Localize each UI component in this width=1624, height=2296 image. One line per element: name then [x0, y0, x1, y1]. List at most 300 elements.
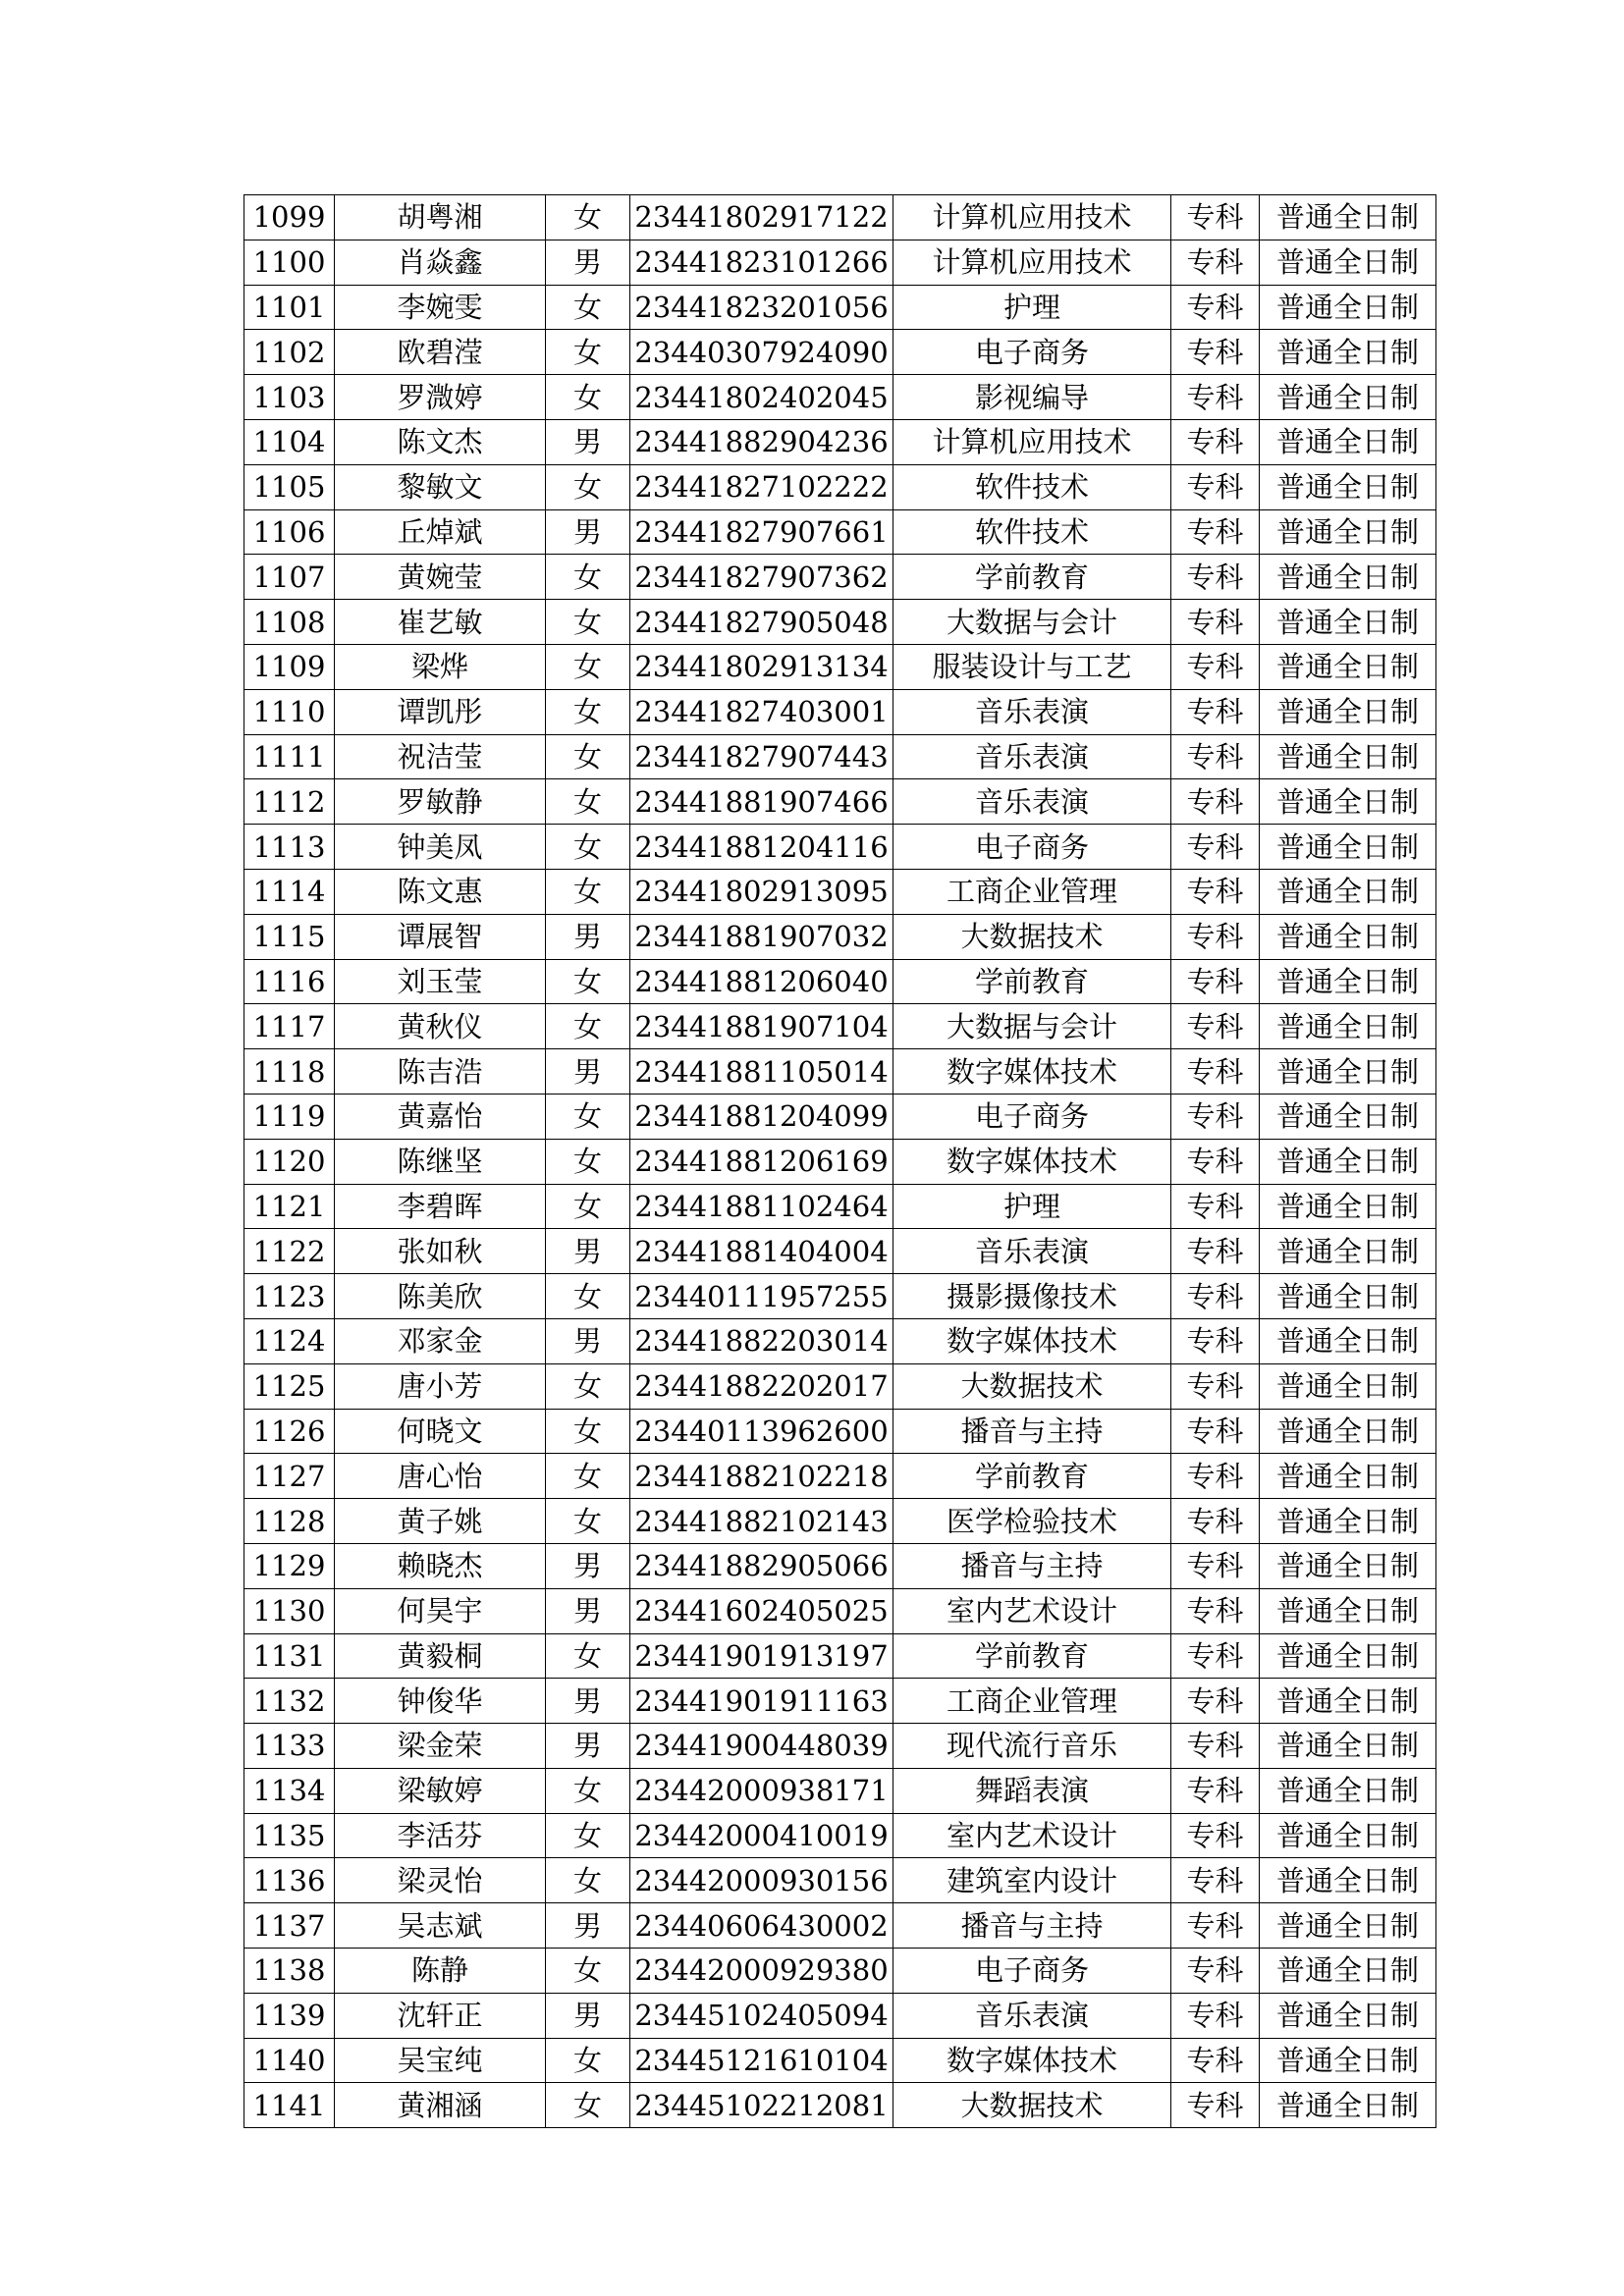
- education-level-cell: 专科: [1171, 1363, 1260, 1409]
- student-name-cell: 陈吉浩: [335, 1049, 546, 1095]
- major-cell: 电子商务: [893, 825, 1171, 870]
- table-row: [244, 419, 1436, 464]
- education-level-cell: 专科: [1171, 555, 1260, 600]
- exam-id-cell: 23441827907661: [630, 509, 893, 555]
- gender-cell: 男: [546, 1724, 630, 1769]
- student-name-cell: 黎敏文: [335, 464, 546, 509]
- gender-cell: 男: [546, 1229, 630, 1274]
- major-cell: 音乐表演: [893, 779, 1171, 825]
- row-number-cell: 1101: [244, 285, 335, 330]
- major-cell: 工商企业管理: [893, 869, 1171, 914]
- exam-id-cell: 23441802913134: [630, 644, 893, 689]
- exam-id-cell: 23441823201056: [630, 285, 893, 330]
- major-cell: 数字媒体技术: [893, 1049, 1171, 1095]
- student-name-cell: 陈文杰: [335, 419, 546, 464]
- study-mode-cell: 普通全日制: [1260, 1274, 1436, 1319]
- major-cell: 大数据与会计: [893, 600, 1171, 645]
- exam-id-cell: 23441882203014: [630, 1318, 893, 1363]
- major-cell: 软件技术: [893, 509, 1171, 555]
- gender-cell: 女: [546, 734, 630, 779]
- student-name-cell: 欧碧滢: [335, 330, 546, 375]
- table-row: [244, 285, 1436, 330]
- major-cell: 音乐表演: [893, 734, 1171, 779]
- student-name-cell: 钟俊华: [335, 1679, 546, 1724]
- gender-cell: 女: [546, 644, 630, 689]
- study-mode-cell: 普通全日制: [1260, 555, 1436, 600]
- row-number-cell: 1125: [244, 1363, 335, 1409]
- study-mode-cell: 普通全日制: [1260, 600, 1436, 645]
- gender-cell: 女: [546, 2038, 630, 2083]
- table-row: [244, 1724, 1436, 1769]
- table-row: [244, 555, 1436, 600]
- student-name-cell: 张如秋: [335, 1229, 546, 1274]
- gender-cell: 男: [546, 509, 630, 555]
- table-row: [244, 959, 1436, 1004]
- gender-cell: 男: [546, 419, 630, 464]
- exam-id-cell: 23440111957255: [630, 1274, 893, 1319]
- row-number-cell: 1139: [244, 1993, 335, 2038]
- education-level-cell: 专科: [1171, 195, 1260, 240]
- student-name-cell: 梁烨: [335, 644, 546, 689]
- table-row: [244, 1858, 1436, 1903]
- gender-cell: 女: [546, 375, 630, 420]
- student-name-cell: 黄秋仪: [335, 1004, 546, 1049]
- student-name-cell: 邓家金: [335, 1318, 546, 1363]
- row-number-cell: 1116: [244, 959, 335, 1004]
- student-name-cell: 沈轩正: [335, 1993, 546, 2038]
- education-level-cell: 专科: [1171, 285, 1260, 330]
- gender-cell: 女: [546, 1813, 630, 1858]
- table-row: [244, 1229, 1436, 1274]
- table-row: [244, 330, 1436, 375]
- major-cell: 工商企业管理: [893, 1679, 1171, 1724]
- gender-cell: 女: [546, 555, 630, 600]
- row-number-cell: 1133: [244, 1724, 335, 1769]
- exam-id-cell: 23441881907032: [630, 914, 893, 959]
- gender-cell: 女: [546, 1949, 630, 1994]
- student-name-cell: 李碧晖: [335, 1184, 546, 1229]
- table-row: [244, 1184, 1436, 1229]
- major-cell: 现代流行音乐: [893, 1724, 1171, 1769]
- major-cell: 护理: [893, 1184, 1171, 1229]
- exam-id-cell: 23441881404004: [630, 1229, 893, 1274]
- major-cell: 舞蹈表演: [893, 1768, 1171, 1813]
- exam-id-cell: 23441827403001: [630, 689, 893, 734]
- study-mode-cell: 普通全日制: [1260, 689, 1436, 734]
- major-cell: 电子商务: [893, 1949, 1171, 1994]
- table-row: [244, 1318, 1436, 1363]
- study-mode-cell: 普通全日制: [1260, 1768, 1436, 1813]
- education-level-cell: 专科: [1171, 1588, 1260, 1633]
- row-number-cell: 1103: [244, 375, 335, 420]
- student-name-cell: 吴志斌: [335, 1903, 546, 1949]
- study-mode-cell: 普通全日制: [1260, 1454, 1436, 1499]
- education-level-cell: 专科: [1171, 689, 1260, 734]
- exam-id-cell: 23441802913095: [630, 869, 893, 914]
- student-name-cell: 陈继坚: [335, 1139, 546, 1184]
- gender-cell: 女: [546, 1858, 630, 1903]
- study-mode-cell: 普通全日制: [1260, 1903, 1436, 1949]
- gender-cell: 女: [546, 1633, 630, 1679]
- major-cell: 数字媒体技术: [893, 2038, 1171, 2083]
- exam-id-cell: 23441881206169: [630, 1139, 893, 1184]
- gender-cell: 男: [546, 1679, 630, 1724]
- gender-cell: 女: [546, 1139, 630, 1184]
- gender-cell: 女: [546, 464, 630, 509]
- row-number-cell: 1117: [244, 1004, 335, 1049]
- row-number-cell: 1102: [244, 330, 335, 375]
- major-cell: 学前教育: [893, 1454, 1171, 1499]
- exam-id-cell: 23442000930156: [630, 1858, 893, 1903]
- education-level-cell: 专科: [1171, 1274, 1260, 1319]
- education-level-cell: 专科: [1171, 1543, 1260, 1588]
- gender-cell: 女: [546, 330, 630, 375]
- study-mode-cell: 普通全日制: [1260, 1049, 1436, 1095]
- gender-cell: 女: [546, 1094, 630, 1139]
- major-cell: 音乐表演: [893, 689, 1171, 734]
- education-level-cell: 专科: [1171, 1633, 1260, 1679]
- education-level-cell: 专科: [1171, 959, 1260, 1004]
- student-name-cell: 黄嘉怡: [335, 1094, 546, 1139]
- table-row: [244, 1499, 1436, 1544]
- major-cell: 影视编导: [893, 375, 1171, 420]
- table-row: [244, 1903, 1436, 1949]
- education-level-cell: 专科: [1171, 375, 1260, 420]
- study-mode-cell: 普通全日制: [1260, 240, 1436, 285]
- row-number-cell: 1141: [244, 2083, 335, 2128]
- study-mode-cell: 普通全日制: [1260, 1679, 1436, 1724]
- study-mode-cell: 普通全日制: [1260, 779, 1436, 825]
- study-mode-cell: 普通全日制: [1260, 1949, 1436, 1994]
- education-level-cell: 专科: [1171, 1813, 1260, 1858]
- gender-cell: 女: [546, 1454, 630, 1499]
- exam-id-cell: 23441881102464: [630, 1184, 893, 1229]
- major-cell: 大数据技术: [893, 1363, 1171, 1409]
- education-level-cell: 专科: [1171, 2038, 1260, 2083]
- exam-id-cell: 23445121610104: [630, 2038, 893, 2083]
- study-mode-cell: 普通全日制: [1260, 330, 1436, 375]
- study-mode-cell: 普通全日制: [1260, 1229, 1436, 1274]
- major-cell: 服装设计与工艺: [893, 644, 1171, 689]
- exam-id-cell: 23441802402045: [630, 375, 893, 420]
- row-number-cell: 1135: [244, 1813, 335, 1858]
- exam-id-cell: 23442000938171: [630, 1768, 893, 1813]
- student-name-cell: 陈文惠: [335, 869, 546, 914]
- education-level-cell: 专科: [1171, 330, 1260, 375]
- education-level-cell: 专科: [1171, 869, 1260, 914]
- table-row: [244, 2083, 1436, 2128]
- gender-cell: 女: [546, 1184, 630, 1229]
- gender-cell: 男: [546, 1543, 630, 1588]
- exam-id-cell: 23445102405094: [630, 1993, 893, 2038]
- education-level-cell: 专科: [1171, 1318, 1260, 1363]
- row-number-cell: 1114: [244, 869, 335, 914]
- row-number-cell: 1106: [244, 509, 335, 555]
- gender-cell: 男: [546, 240, 630, 285]
- education-level-cell: 专科: [1171, 914, 1260, 959]
- exam-id-cell: 23445102212081: [630, 2083, 893, 2128]
- education-level-cell: 专科: [1171, 509, 1260, 555]
- exam-id-cell: 23442000929380: [630, 1949, 893, 1994]
- study-mode-cell: 普通全日制: [1260, 1004, 1436, 1049]
- major-cell: 大数据技术: [893, 914, 1171, 959]
- table-row: [244, 240, 1436, 285]
- major-cell: 摄影摄像技术: [893, 1274, 1171, 1319]
- student-name-cell: 刘玉莹: [335, 959, 546, 1004]
- table-row: [244, 734, 1436, 779]
- exam-id-cell: 23441802917122: [630, 195, 893, 240]
- gender-cell: 女: [546, 779, 630, 825]
- exam-id-cell: 23441901911163: [630, 1679, 893, 1724]
- exam-id-cell: 23441882202017: [630, 1363, 893, 1409]
- row-number-cell: 1131: [244, 1633, 335, 1679]
- major-cell: 护理: [893, 285, 1171, 330]
- table-row: [244, 869, 1436, 914]
- study-mode-cell: 普通全日制: [1260, 419, 1436, 464]
- major-cell: 建筑室内设计: [893, 1858, 1171, 1903]
- table-row: [244, 825, 1436, 870]
- table-row: [244, 1004, 1436, 1049]
- table-row: [244, 600, 1436, 645]
- row-number-cell: 1124: [244, 1318, 335, 1363]
- exam-id-cell: 23441823101266: [630, 240, 893, 285]
- education-level-cell: 专科: [1171, 1858, 1260, 1903]
- gender-cell: 女: [546, 1499, 630, 1544]
- education-level-cell: 专科: [1171, 1768, 1260, 1813]
- study-mode-cell: 普通全日制: [1260, 285, 1436, 330]
- student-name-cell: 何昊宇: [335, 1588, 546, 1633]
- row-number-cell: 1126: [244, 1409, 335, 1454]
- row-number-cell: 1122: [244, 1229, 335, 1274]
- education-level-cell: 专科: [1171, 1679, 1260, 1724]
- major-cell: 计算机应用技术: [893, 240, 1171, 285]
- education-level-cell: 专科: [1171, 1949, 1260, 1994]
- study-mode-cell: 普通全日制: [1260, 1094, 1436, 1139]
- study-mode-cell: 普通全日制: [1260, 2083, 1436, 2128]
- table-row: [244, 1049, 1436, 1095]
- table-row: [244, 1409, 1436, 1454]
- student-name-cell: 黄毅桐: [335, 1633, 546, 1679]
- gender-cell: 女: [546, 600, 630, 645]
- education-level-cell: 专科: [1171, 1903, 1260, 1949]
- exam-id-cell: 23441827907362: [630, 555, 893, 600]
- exam-id-cell: 23442000410019: [630, 1813, 893, 1858]
- student-name-cell: 李活芬: [335, 1813, 546, 1858]
- major-cell: 大数据技术: [893, 2083, 1171, 2128]
- gender-cell: 男: [546, 914, 630, 959]
- education-level-cell: 专科: [1171, 240, 1260, 285]
- education-level-cell: 专科: [1171, 1409, 1260, 1454]
- major-cell: 播音与主持: [893, 1409, 1171, 1454]
- student-name-cell: 黄婉莹: [335, 555, 546, 600]
- study-mode-cell: 普通全日制: [1260, 509, 1436, 555]
- table-row: [244, 1588, 1436, 1633]
- table-row: [244, 644, 1436, 689]
- gender-cell: 女: [546, 1768, 630, 1813]
- study-mode-cell: 普通全日制: [1260, 1858, 1436, 1903]
- study-mode-cell: 普通全日制: [1260, 375, 1436, 420]
- major-cell: 室内艺术设计: [893, 1588, 1171, 1633]
- major-cell: 室内艺术设计: [893, 1813, 1171, 1858]
- table-row: [244, 1363, 1436, 1409]
- education-level-cell: 专科: [1171, 1004, 1260, 1049]
- student-name-cell: 肖焱鑫: [335, 240, 546, 285]
- row-number-cell: 1100: [244, 240, 335, 285]
- education-level-cell: 专科: [1171, 600, 1260, 645]
- gender-cell: 女: [546, 285, 630, 330]
- table-row: [244, 914, 1436, 959]
- student-name-cell: 黄子姚: [335, 1499, 546, 1544]
- exam-id-cell: 23440113962600: [630, 1409, 893, 1454]
- student-name-cell: 谭展智: [335, 914, 546, 959]
- exam-id-cell: 23441881206040: [630, 959, 893, 1004]
- gender-cell: 女: [546, 869, 630, 914]
- table-row: [244, 1993, 1436, 2038]
- education-level-cell: 专科: [1171, 1049, 1260, 1095]
- study-mode-cell: 普通全日制: [1260, 869, 1436, 914]
- major-cell: 学前教育: [893, 1633, 1171, 1679]
- table-row: [244, 779, 1436, 825]
- education-level-cell: 专科: [1171, 1993, 1260, 2038]
- exam-id-cell: 23441901913197: [630, 1633, 893, 1679]
- student-name-cell: 崔艺敏: [335, 600, 546, 645]
- table-row: [244, 1813, 1436, 1858]
- education-level-cell: 专科: [1171, 825, 1260, 870]
- row-number-cell: 1128: [244, 1499, 335, 1544]
- major-cell: 软件技术: [893, 464, 1171, 509]
- study-mode-cell: 普通全日制: [1260, 825, 1436, 870]
- major-cell: 音乐表演: [893, 1993, 1171, 2038]
- table-row: [244, 375, 1436, 420]
- student-name-cell: 何晓文: [335, 1409, 546, 1454]
- student-roster-table: [244, 194, 1436, 2128]
- student-name-cell: 黄湘涵: [335, 2083, 546, 2128]
- education-level-cell: 专科: [1171, 1094, 1260, 1139]
- row-number-cell: 1136: [244, 1858, 335, 1903]
- major-cell: 电子商务: [893, 1094, 1171, 1139]
- roster-body: [244, 195, 1436, 2128]
- student-name-cell: 李婉雯: [335, 285, 546, 330]
- gender-cell: 女: [546, 1004, 630, 1049]
- row-number-cell: 1111: [244, 734, 335, 779]
- student-name-cell: 钟美凤: [335, 825, 546, 870]
- major-cell: 计算机应用技术: [893, 419, 1171, 464]
- table-row: [244, 1454, 1436, 1499]
- study-mode-cell: 普通全日制: [1260, 1409, 1436, 1454]
- exam-id-cell: 23441827907443: [630, 734, 893, 779]
- exam-id-cell: 23440307924090: [630, 330, 893, 375]
- study-mode-cell: 普通全日制: [1260, 1499, 1436, 1544]
- student-name-cell: 陈静: [335, 1949, 546, 1994]
- exam-id-cell: 23440606430002: [630, 1903, 893, 1949]
- exam-id-cell: 23441881907104: [630, 1004, 893, 1049]
- student-name-cell: 陈美欣: [335, 1274, 546, 1319]
- exam-id-cell: 23441881204116: [630, 825, 893, 870]
- major-cell: 数字媒体技术: [893, 1318, 1171, 1363]
- exam-id-cell: 23441900448039: [630, 1724, 893, 1769]
- education-level-cell: 专科: [1171, 1454, 1260, 1499]
- study-mode-cell: 普通全日制: [1260, 1139, 1436, 1184]
- gender-cell: 女: [546, 959, 630, 1004]
- student-name-cell: 谭凯彤: [335, 689, 546, 734]
- gender-cell: 男: [546, 1993, 630, 2038]
- table-row: [244, 1949, 1436, 1994]
- table-row: [244, 1633, 1436, 1679]
- major-cell: 播音与主持: [893, 1543, 1171, 1588]
- education-level-cell: 专科: [1171, 1184, 1260, 1229]
- row-number-cell: 1108: [244, 600, 335, 645]
- row-number-cell: 1104: [244, 419, 335, 464]
- student-name-cell: 祝洁莹: [335, 734, 546, 779]
- row-number-cell: 1127: [244, 1454, 335, 1499]
- major-cell: 学前教育: [893, 959, 1171, 1004]
- major-cell: 音乐表演: [893, 1229, 1171, 1274]
- major-cell: 电子商务: [893, 330, 1171, 375]
- education-level-cell: 专科: [1171, 1499, 1260, 1544]
- exam-id-cell: 23441881204099: [630, 1094, 893, 1139]
- student-name-cell: 梁金荣: [335, 1724, 546, 1769]
- education-level-cell: 专科: [1171, 1229, 1260, 1274]
- education-level-cell: 专科: [1171, 779, 1260, 825]
- major-cell: 数字媒体技术: [893, 1139, 1171, 1184]
- exam-id-cell: 23441882904236: [630, 419, 893, 464]
- study-mode-cell: 普通全日制: [1260, 195, 1436, 240]
- education-level-cell: 专科: [1171, 2083, 1260, 2128]
- row-number-cell: 1132: [244, 1679, 335, 1724]
- study-mode-cell: 普通全日制: [1260, 734, 1436, 779]
- row-number-cell: 1110: [244, 689, 335, 734]
- row-number-cell: 1138: [244, 1949, 335, 1994]
- education-level-cell: 专科: [1171, 644, 1260, 689]
- student-name-cell: 梁敏婷: [335, 1768, 546, 1813]
- gender-cell: 女: [546, 689, 630, 734]
- student-name-cell: 丘焯斌: [335, 509, 546, 555]
- row-number-cell: 1118: [244, 1049, 335, 1095]
- row-number-cell: 1134: [244, 1768, 335, 1813]
- table-row: [244, 1094, 1436, 1139]
- row-number-cell: 1123: [244, 1274, 335, 1319]
- study-mode-cell: 普通全日制: [1260, 2038, 1436, 2083]
- row-number-cell: 1115: [244, 914, 335, 959]
- table-row: [244, 509, 1436, 555]
- row-number-cell: 1112: [244, 779, 335, 825]
- gender-cell: 男: [546, 1903, 630, 1949]
- exam-id-cell: 23441882102143: [630, 1499, 893, 1544]
- major-cell: 医学检验技术: [893, 1499, 1171, 1544]
- gender-cell: 男: [546, 1588, 630, 1633]
- study-mode-cell: 普通全日制: [1260, 464, 1436, 509]
- gender-cell: 女: [546, 2083, 630, 2128]
- row-number-cell: 1137: [244, 1903, 335, 1949]
- row-number-cell: 1113: [244, 825, 335, 870]
- table-row: [244, 195, 1436, 240]
- table-row: [244, 1274, 1436, 1319]
- study-mode-cell: 普通全日制: [1260, 1363, 1436, 1409]
- gender-cell: 女: [546, 1274, 630, 1319]
- row-number-cell: 1130: [244, 1588, 335, 1633]
- exam-id-cell: 23441881907466: [630, 779, 893, 825]
- exam-id-cell: 23441882102218: [630, 1454, 893, 1499]
- study-mode-cell: 普通全日制: [1260, 1318, 1436, 1363]
- table-row: [244, 464, 1436, 509]
- major-cell: 播音与主持: [893, 1903, 1171, 1949]
- student-name-cell: 吴宝纯: [335, 2038, 546, 2083]
- table-row: [244, 689, 1436, 734]
- exam-id-cell: 23441882905066: [630, 1543, 893, 1588]
- study-mode-cell: 普通全日制: [1260, 1633, 1436, 1679]
- student-name-cell: 唐小芳: [335, 1363, 546, 1409]
- row-number-cell: 1109: [244, 644, 335, 689]
